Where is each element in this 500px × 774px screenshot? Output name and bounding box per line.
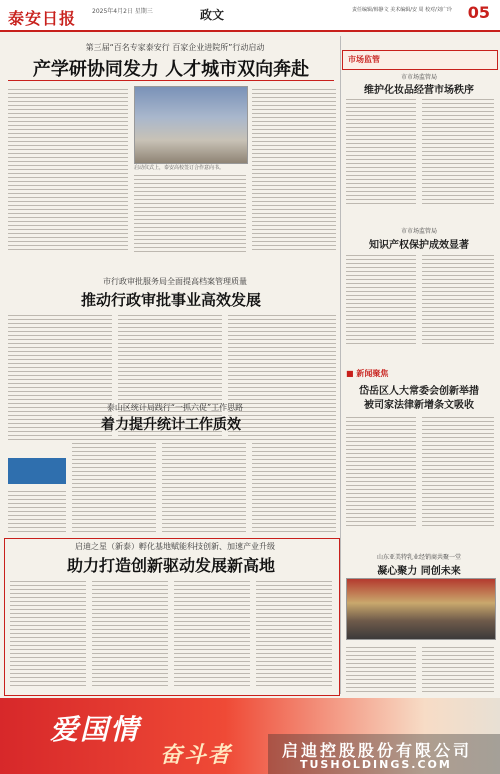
sidebar-story2-kicker: 市市场监管局 [400,228,437,235]
story3-kicker: 泰山区统计局践行“一抓六促”工作思路 [106,403,244,412]
sidebar-story4-headline: 凝心聚力 同创未来 [377,566,461,577]
column-divider [340,36,341,694]
sidebar-story2-headline: 知识产权保护成效显著 [369,240,469,251]
story3-photo [8,458,66,484]
story4-headline: 助力打造创新驱动发展新高地 [66,556,275,575]
watermark-en: TUSHOLDINGS.COM [300,758,452,771]
banner-subtitle: 奋斗者 [160,742,233,768]
sidebar-story2-col1 [346,252,416,344]
newspaper-logo: 泰安日报 [8,9,77,28]
story3-body-col3 [162,436,246,532]
lead-body-col3 [252,86,336,252]
banner-title: 爱国情 [50,713,141,746]
lead-body-col1 [8,86,128,252]
story3-body-col4 [252,436,336,532]
page-number: 05 [467,3,490,22]
section-title: 政文 [200,8,225,22]
story3-body-col2 [72,436,156,532]
sidebar-story4-col2 [422,644,494,694]
sidebar-column-tag: 市场监管 [348,55,380,64]
lead-headline: 产学研协同发力 人才城市双向奔赴 [32,59,310,80]
lead-photo-caption: 启动仪式上，泰安高校签订合作意向书。 [134,165,225,171]
sidebar-story4-photo [346,578,496,640]
sidebar-story3-col1 [346,414,416,528]
sidebar-story4-kicker: 山东亚美特乳业经销商共聚一堂 [376,554,461,561]
issue-date: 2025年4月2日 星期三 [92,8,153,15]
newsflash-dot-icon: ■ [346,369,354,378]
sidebar-story3-col2 [422,414,494,528]
sidebar-story4-col1 [346,644,416,694]
editor-credits: 责任编辑/韩静文 美术编辑/安 周 校对/刘广玲 [352,7,452,13]
story4-body-col1 [10,578,86,688]
story4-body-col4 [256,578,332,688]
story2-headline: 推动行政审批事业高效发展 [80,291,261,309]
sidebar-story3-headline-2: 被司家法律新增条文吸收 [364,400,474,411]
story2-kicker: 市行政审批服务局全面提高档案管理质量 [103,277,247,286]
lead-photo [134,86,248,164]
sidebar-story1-headline: 维护化妆品经营市场秩序 [364,85,474,96]
sidebar-story1-kicker: 市市场监管局 [400,74,437,81]
lead-body-col2 [134,172,246,252]
sidebar-story3-headline-1: 岱岳区人大常委会创新举措 [359,386,479,397]
newsflash-label: 新闻聚焦 [356,369,389,378]
sidebar-story1-col2 [422,96,494,204]
story4-kicker: 启迪之星（新泰）孵化基地赋能科技创新、加速产业升级 [75,542,275,551]
watermark-cn: 启迪控股股份有限公司 [282,741,473,760]
story3-headline: 着力提升统计工作质效 [101,417,241,433]
story4-body-col3 [174,578,250,688]
lead-kicker: 第三届“百名专家泰安行 百家企业进院所”行动启动 [85,43,265,52]
lead-rule [8,80,334,81]
newsflash-tag [346,368,388,379]
story4-body-col2 [92,578,168,688]
sidebar-story1-col1 [346,96,416,204]
story3-body-col1 [8,488,66,532]
sidebar-story2-col2 [422,252,494,344]
